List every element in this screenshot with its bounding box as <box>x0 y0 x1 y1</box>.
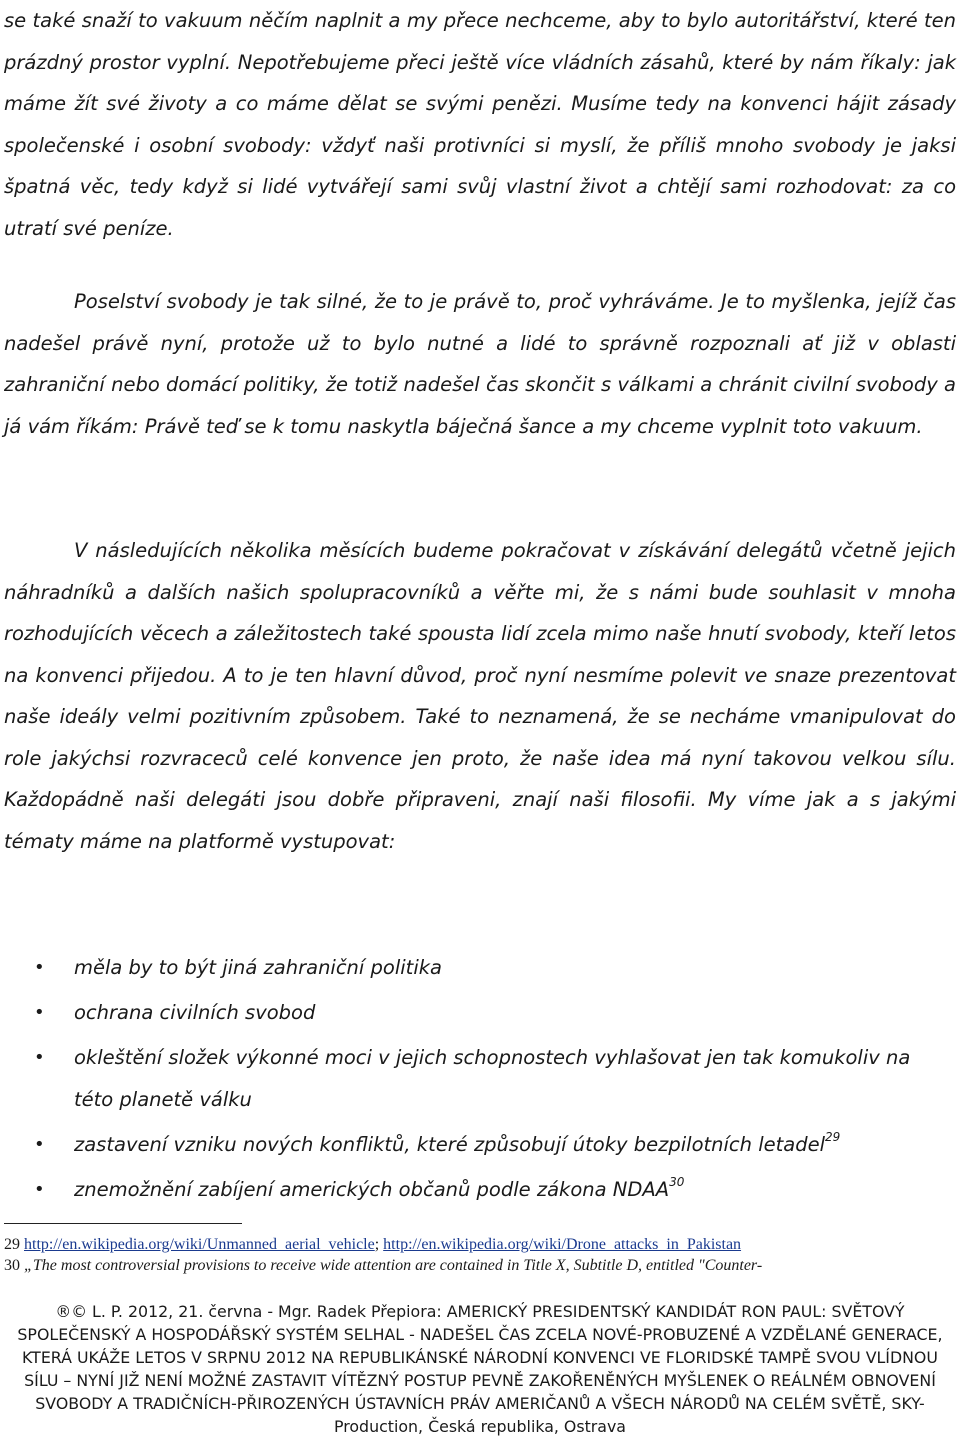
footnote-ref[interactable]: 30 <box>669 1175 685 1189</box>
list-item-text: ochrana civilních svobod <box>74 1001 316 1024</box>
list-item-text: znemožnění zabíjení amerických občanů podle zákona NDAA <box>74 1178 670 1201</box>
footnote-link[interactable]: http://en.wikipedia.org/wiki/Unmanned_aerial_vehicle <box>24 1236 375 1253</box>
bullet-icon: • <box>34 1179 45 1200</box>
paragraph-1-text: se také snaží to vakuum něčím naplnit a my přece nechceme, aby to bylo autoritářství, které ten prázdný prostor vyplní. Nepotřebujeme přeci ještě více vládních zásahů, které by nám říkaly: jak máme žít své životy a co máme dělat se svými penězi. Musíme tedy na konvenci hájit zásady společenské i osobní svobody: vždyť naši protivníci si myslí, že příliš mnoho svobody je jaksi špatná věc, tedy když si lidé vytvářejí sami svůj vlastní život a chtějí sami rozhodovat: za co utratí své peníze. <box>4 9 956 240</box>
footnote-number: 29 <box>4 1236 20 1253</box>
footer-text: ®© L. P. 2012, 21. června - Mgr. Radek Přepiora: AMERICKÝ PRESIDENTSKÝ KANDIDÁT RON PAUL: SVĚTOVÝ SPOLEČENSKÝ A HOSPODÁŘSKÝ SYSTÉM SELHAL - NADEŠEL ČAS ZCELA NOVÉ-PROBUZENÉ A VZDĚLANÉ GENERACE, KTERÁ UKÁŽE LETOS V SRPNU 2012 NA REPUBLIKÁNSKÉ NÁRODNÍ KONVENCI VE FLORIDSKÉ TAMPĚ SVOU VLÍDNOU SÍLU – NYNÍ JIŽ NENÍ MOŽNÉ ZASTAVIT VÍTĚZNÝ POSTUP PEVNĚ ZAKOŘENĚNÝCH MYŠLENEK O REÁLNÉM OBNOVENÍ SVOBODY A TRADIČNÍCH-PŘIROZENÝCH ÚSTAVNÍCH PRÁV AMERIČANŮ A VŠECH NÁRODŮ NA CELÉM SVĚTĚ, SKY-Production, Česká republika, Ostrava <box>17 1302 943 1436</box>
paragraph-3 <box>4 530 956 862</box>
footnote-link[interactable]: http://en.wikipedia.org/wiki/Drone_attacks_in_Pakistan <box>383 1236 742 1253</box>
bullet-icon: • <box>34 957 45 978</box>
paragraph-3-text: V následujících několika měsících budeme pokračovat v získávání delegátů včetně jejich náhradníků a dalších našich spolupracovníků a věřte mi, že s námi bude souhlasit v mnoha rozhodujících věcech a záležitostech také spousta lidí zcela mimo naše hnutí svobody, kteří letos na konvenci přijedou. A to je ten hlavní důvod, proč nyní nesmíme polevit ve snaze prezentovat naše ideály velmi pozitivním způsobem. Také to neznamená, že se necháme vmanipulovat do role jakýchsi rozvraceců celé konvence jen proto, že naše idea má nyní takovou velkou sílu. Každopádně naši delegáti jsou dobře připraveni, znají naši filosofii. My víme jak a s jakými tématy máme na platformě vystupovat: <box>4 539 956 853</box>
list-item-text: zastavení vzniku nových konfliktů, které způsobují útoky bezpilotních letadel <box>74 1133 825 1156</box>
footnote-text: „The most controversial provisions to receive wide attention are contained in Title X, Subtitle D, entitled "Counter- <box>24 1257 763 1274</box>
footnote-separator: ; <box>374 1236 380 1253</box>
footnote-number: 30 <box>4 1257 20 1274</box>
bullet-icon: • <box>34 1002 45 1023</box>
paragraph-1 <box>4 0 956 249</box>
footnote-divider <box>4 1223 242 1224</box>
list-item-text: okleštění složek výkonné moci v jejich schopnostech vyhlašovat jen tak komukoliv na této planetě válku <box>74 1046 911 1111</box>
list-item <box>0 1037 960 1121</box>
list-item <box>0 1124 960 1166</box>
bullet-icon: • <box>34 1047 45 1068</box>
paragraph-2-text: Poselství svobody je tak silné, že to je právě to, proč vyhráváme. Je to myšlenka, jejíž čas nadešel právě nyní, protože už to bylo nutné a lidé to správně rozpoznali ať již v oblasti zahraniční nebo domácí politiky, že totiž nadešel čas skončit s válkami a chránit civilní svobody a já vám říkám: Právě teď se k tomu naskytla báječná šance a my chceme vyplnit toto vakuum. <box>4 290 956 438</box>
list-item-text: měla by to být jiná zahraniční politika <box>74 956 442 979</box>
list-item <box>0 1169 960 1211</box>
footnote-ref[interactable]: 29 <box>825 1130 841 1144</box>
bullet-list <box>0 947 960 1214</box>
list-item <box>0 947 960 989</box>
footnote-29 <box>4 1235 954 1255</box>
list-item <box>0 992 960 1034</box>
footnote-30 <box>4 1256 954 1276</box>
paragraph-2 <box>4 281 956 447</box>
bullet-icon: • <box>34 1134 45 1155</box>
page-footer <box>10 1300 950 1438</box>
